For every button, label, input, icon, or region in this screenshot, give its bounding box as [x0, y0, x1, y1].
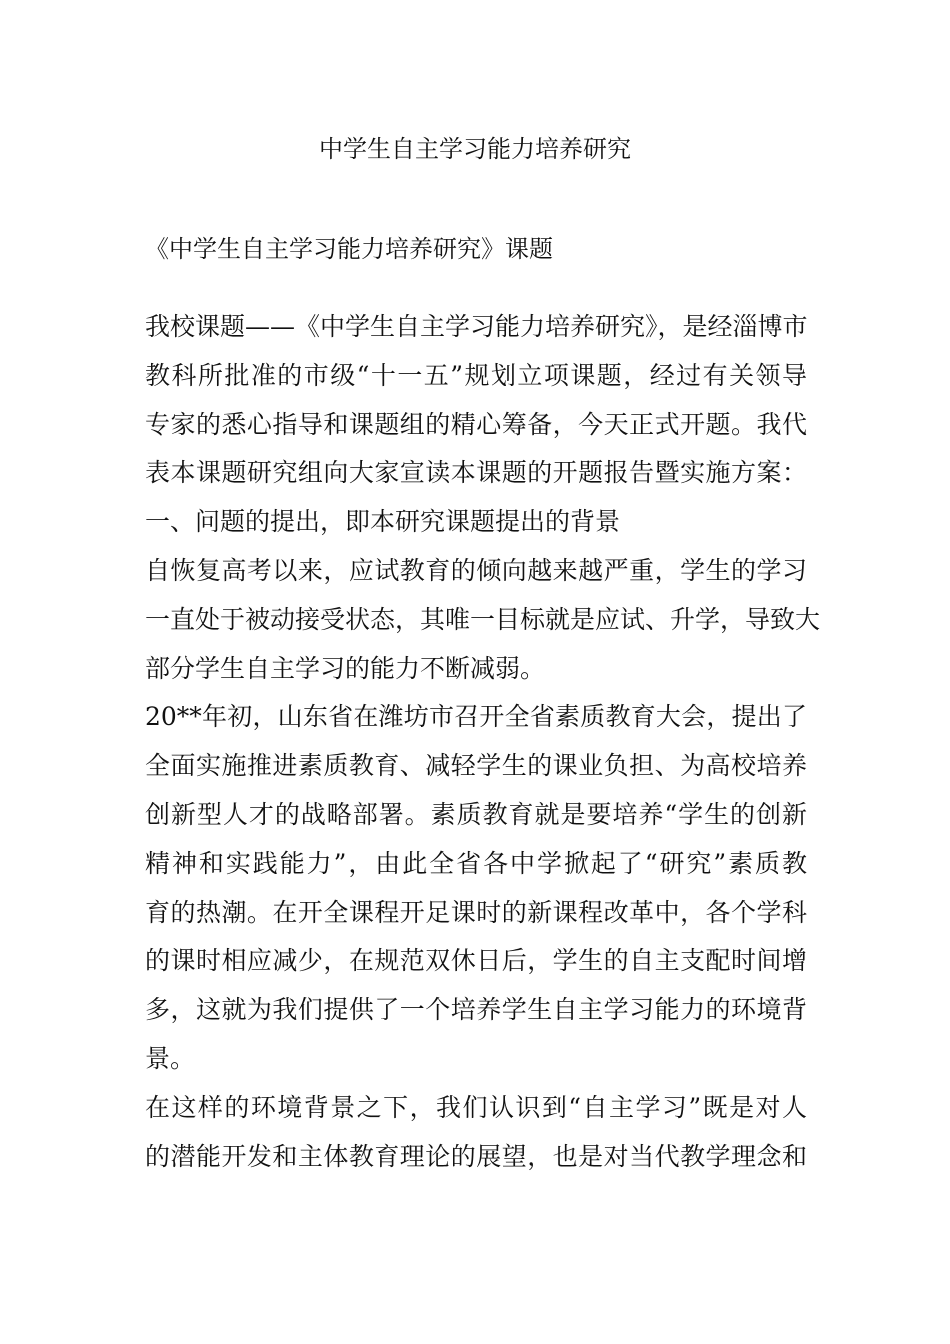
body-line: 在这样的环境背景之下，我们认识到“自主学习”既是对人 — [145, 1092, 807, 1122]
document-body — [145, 303, 821, 1181]
body-line: 20**年初，山东省在潍坊市召开全省素质教育大会，提出了 — [145, 702, 807, 732]
document-title: 中学生自主学习能力培养研究 — [319, 135, 631, 163]
body-line: 全面实施推进素质教育、减轻学生的课业负担、为高校培养 — [145, 751, 807, 781]
body-line: 创新型人才的战略部署。素质教育就是要培养“学生的创新 — [145, 799, 807, 829]
document-subtitle: 《中学生自主学习能力培养研究》课题 — [145, 235, 553, 263]
body-line: 一直处于被动接受状态，其唯一目标就是应试、升学，导致大 — [145, 604, 821, 634]
body-line: 多，这就为我们提供了一个培养学生自主学习能力的环境背 — [145, 995, 807, 1025]
body-line: 教科所批准的市级“十一五”规划立项课题，经过有关领导 — [145, 360, 807, 390]
section-heading: 一、问题的提出，即本研究课题提出的背景 — [145, 507, 621, 537]
body-line: 自恢复高考以来，应试教育的倾向越来越严重，学生的学习 — [145, 555, 807, 585]
body-line: 育的热潮。在开全课程开足课时的新课程改革中，各个学科 — [145, 897, 807, 927]
body-line: 专家的悉心指导和课题组的精心筹备，今天正式开题。我代 — [145, 409, 807, 439]
body-line: 的潜能开发和主体教育理论的展望，也是对当代教学理念和 — [145, 1141, 807, 1171]
body-line: 的课时相应减少，在规范双休日后，学生的自主支配时间增 — [145, 946, 807, 976]
body-line: 景。 — [145, 1043, 196, 1073]
body-line: 部分学生自主学习的能力不断减弱。 — [145, 653, 546, 683]
body-line: 精神和实践能力”，由此全省各中学掀起了“研究”素质教 — [145, 848, 807, 878]
body-line: 表本课题研究组向大家宣读本课题的开题报告暨实施方案： — [145, 458, 807, 488]
body-line: 我校课题——《中学生自主学习能力培养研究》，是经淄博市 — [145, 312, 808, 341]
